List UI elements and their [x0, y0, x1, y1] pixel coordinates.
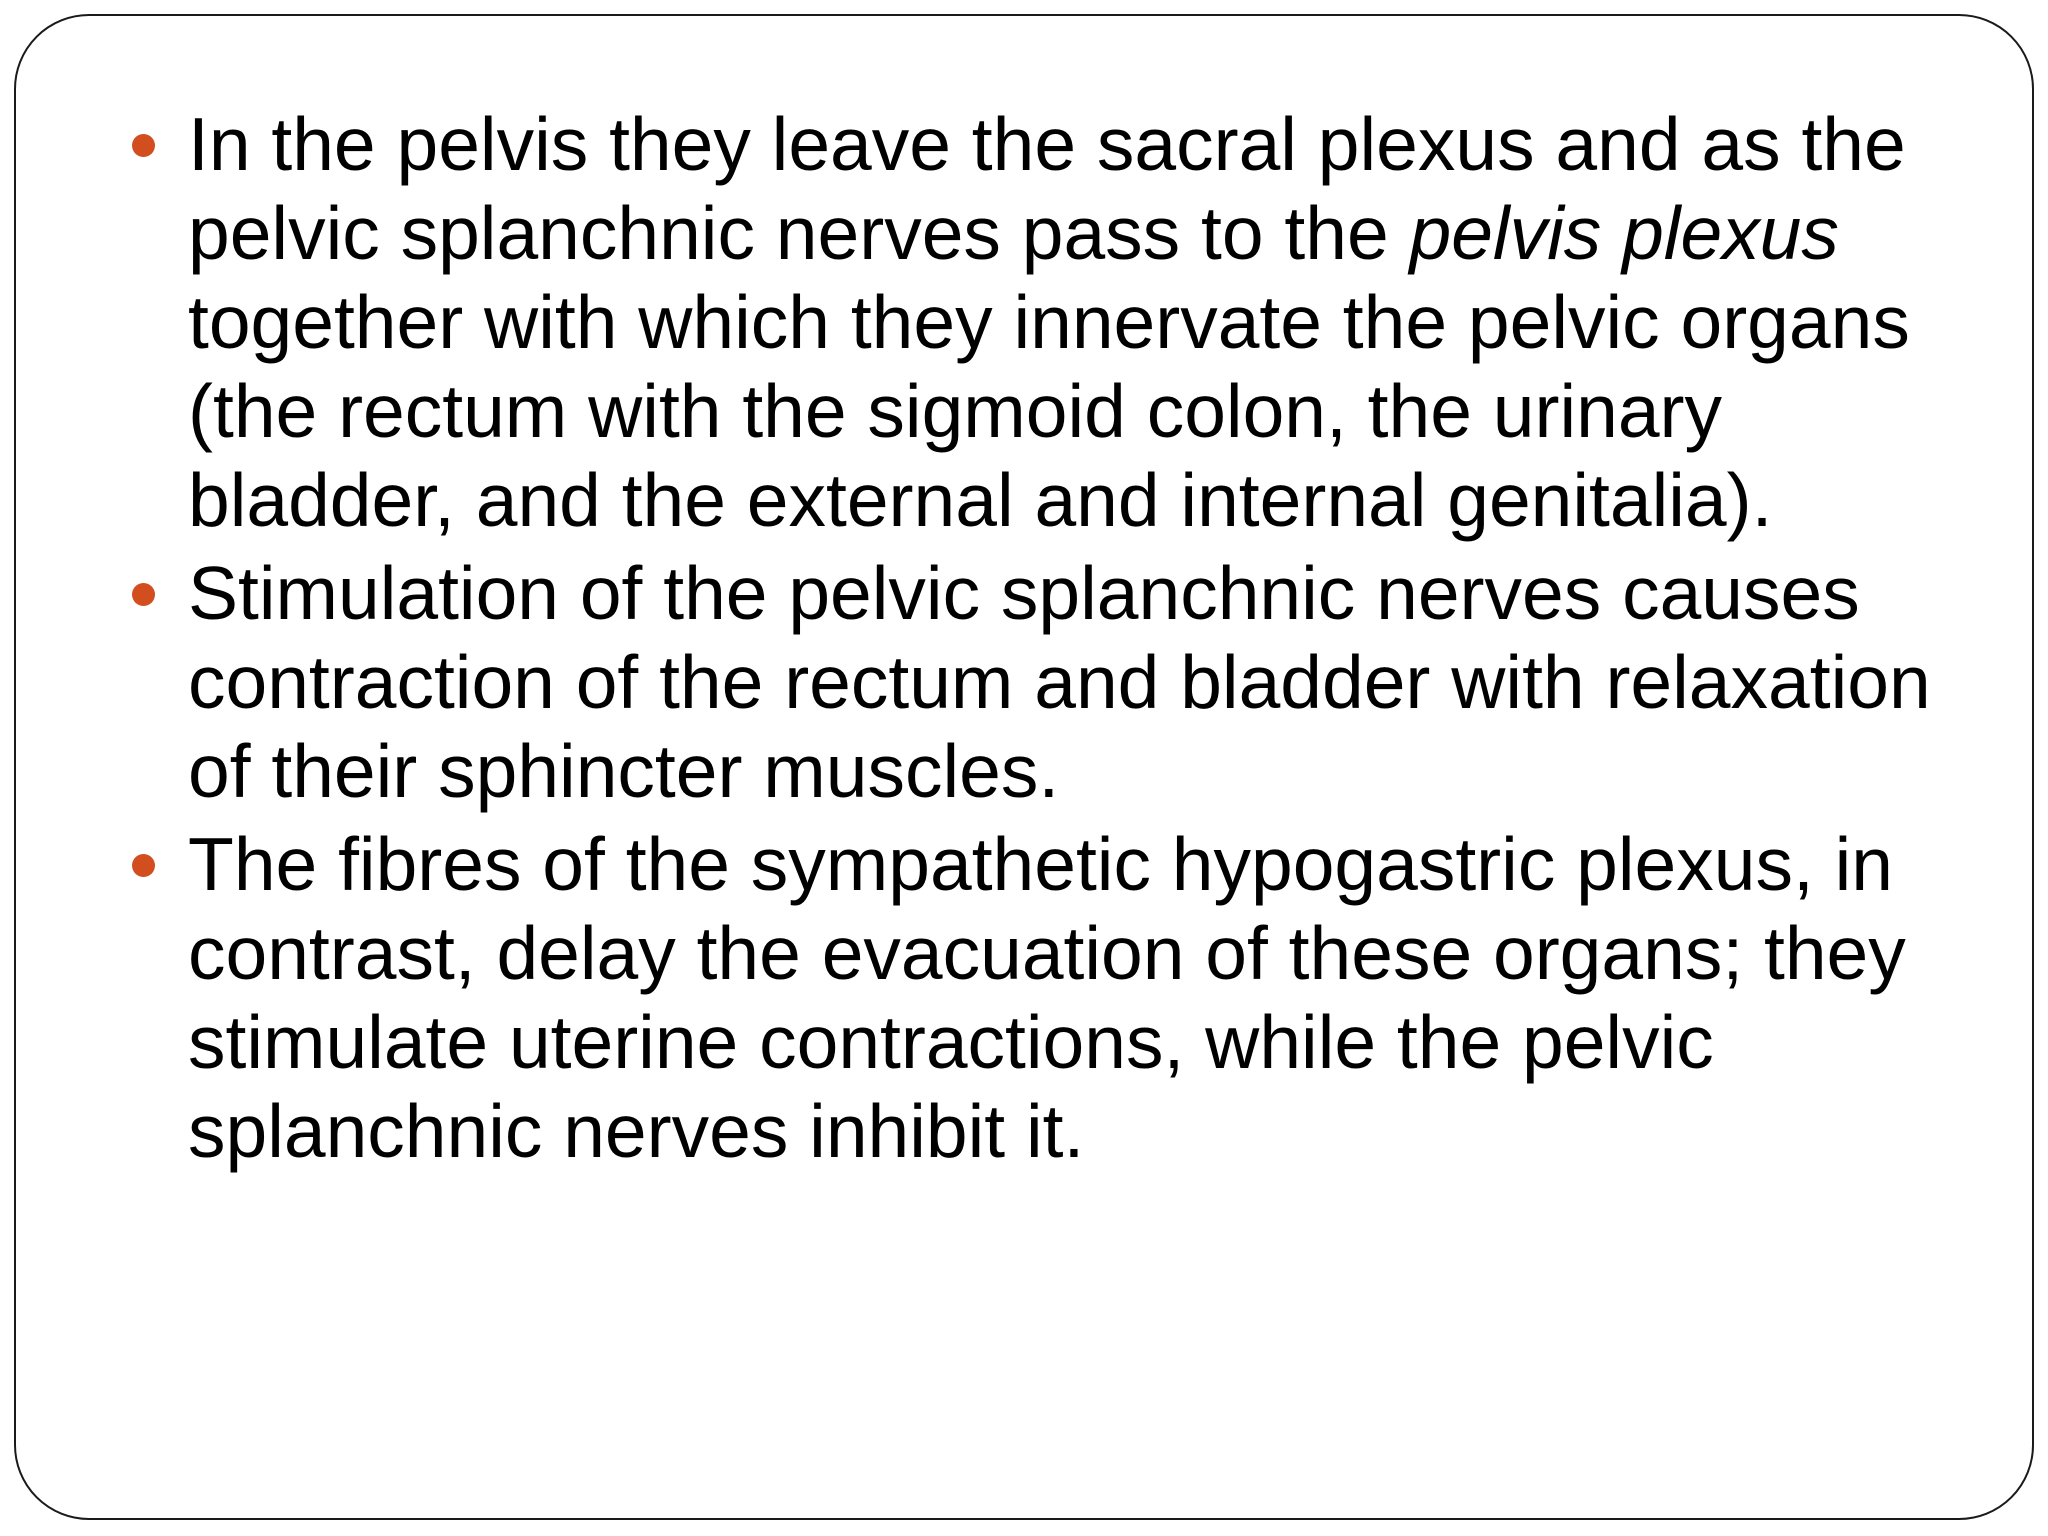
- bullet-item-2: [188, 549, 1948, 816]
- bullet-list: [188, 100, 1948, 1176]
- bullet-1-text-end: together with which they innervate the pelvic organs (the rectum with the sigmoid colon, the urinary bladder, and the external and internal genitalia).: [188, 280, 1910, 542]
- bullet-text-3: The fibres of the sympathetic hypogastric plexus, in contrast, delay the evacuation of these organs; they stimulate uterine contractions, while the pelvic splanchnic nerves inhibit it.: [188, 822, 1906, 1173]
- bullet-text-1: [188, 100, 1948, 545]
- bullet-1-text-start: In the pelvis they leave the sacral plexus and as the pelvic splanchnic nerves pass to the: [188, 102, 1906, 275]
- bullet-dot-icon: [132, 134, 155, 157]
- bullet-text-2: Stimulation of the pelvic splanchnic nerves causes contraction of the rectum and bladder with relaxation of their sphincter muscles.: [188, 551, 1931, 813]
- bullet-dot-icon: [132, 854, 155, 877]
- bullet-item-1: [188, 100, 1948, 545]
- bullet-item-3: [188, 820, 1948, 1176]
- bullet-dot-icon: [132, 583, 155, 606]
- bullet-1-emphasis: pelvis plexus: [1409, 191, 1839, 275]
